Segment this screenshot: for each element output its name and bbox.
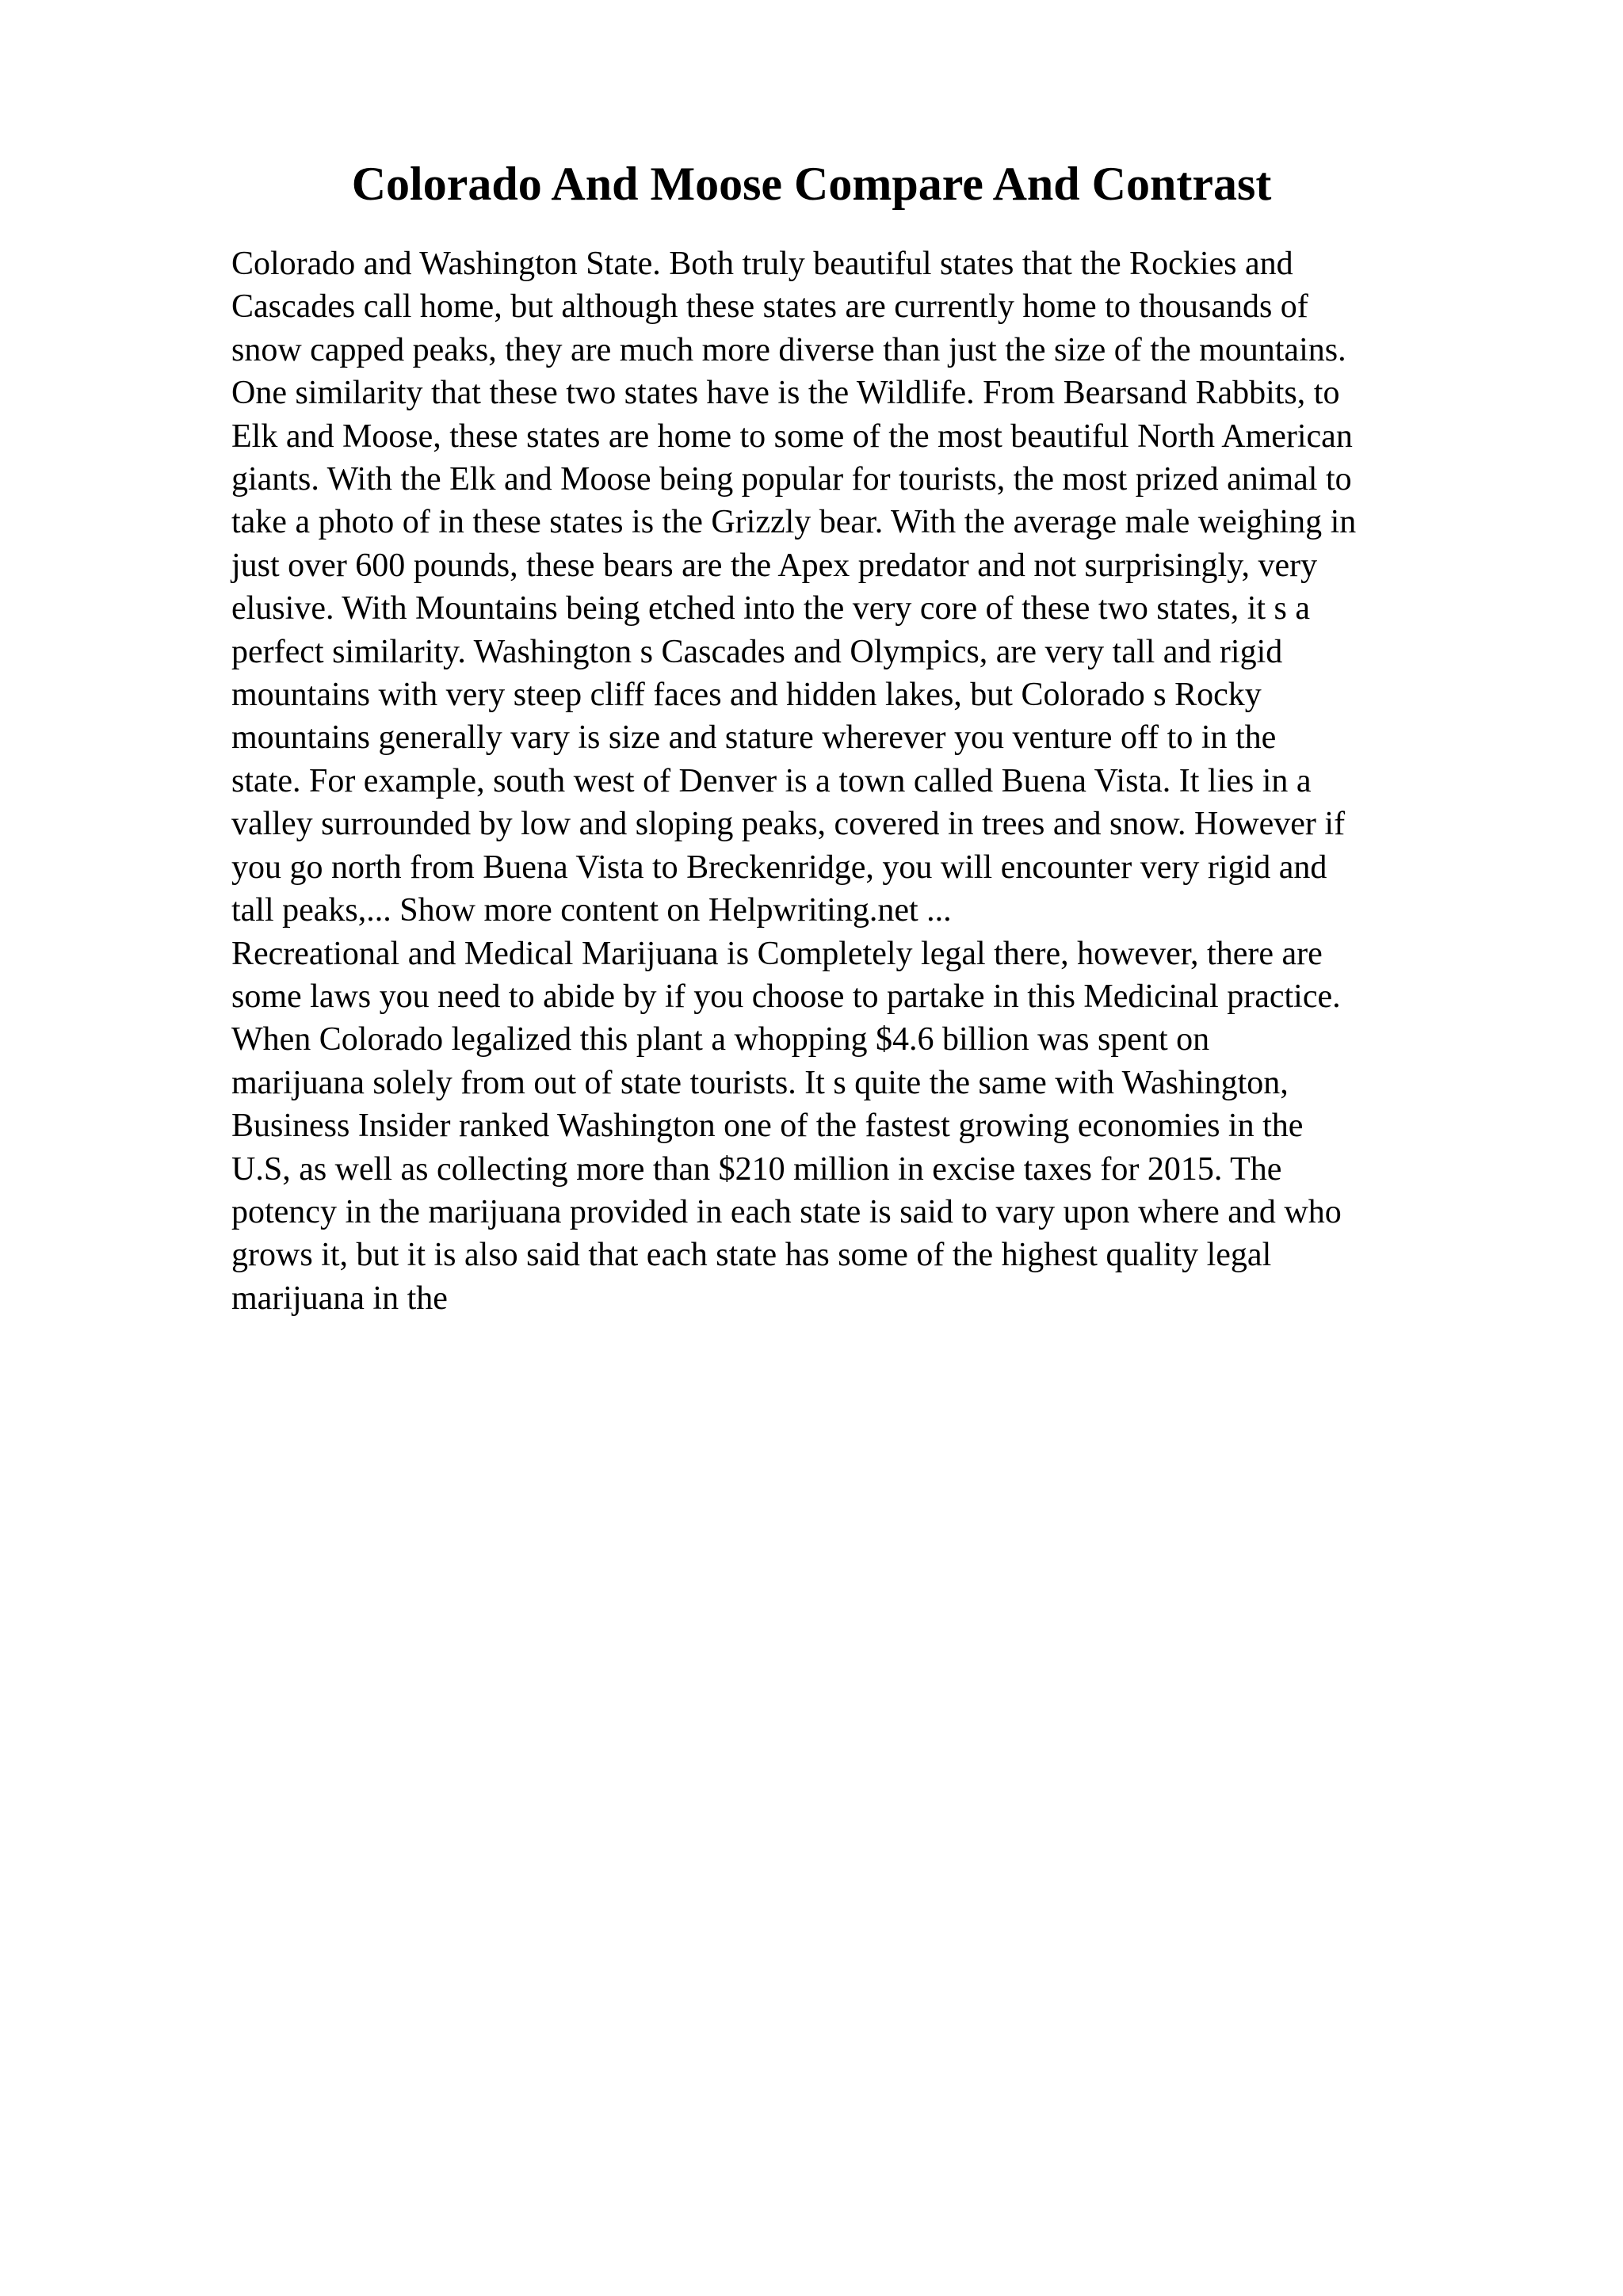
text-line: take a photo of in these states is the Grizzly bear. With the average male weighing in bbox=[231, 504, 1357, 541]
text-line: marijuana solely from out of state tourists. It s quite the same with Washington, bbox=[231, 1064, 1289, 1101]
text-line: Recreational and Medical Marijuana is Completely legal there, however, there are bbox=[231, 935, 1323, 972]
text-line: perfect similarity. Washington s Cascades and Olympics, are very tall and rigid bbox=[231, 633, 1283, 670]
text-line: valley surrounded by low and sloping peaks, covered in trees and snow. However if bbox=[231, 806, 1346, 843]
text-line: Cascades call home, but although these states are currently home to thousands of bbox=[231, 288, 1308, 326]
text-line: giants. With the Elk and Moose being popular for tourists, the most prized animal to bbox=[231, 461, 1352, 498]
text-line: some laws you need to abide by if you choose to partake in this Medicinal practice. bbox=[231, 978, 1341, 1015]
text-line: you go north from Buena Vista to Breckenridge, you will encounter very rigid and bbox=[231, 849, 1327, 886]
text-line: tall peaks,... Show more content on Helpwriting.net ... bbox=[231, 892, 952, 929]
text-line: U.S, as well as collecting more than $210 million in excise taxes for 2015. The bbox=[231, 1150, 1282, 1188]
paragraph-1 bbox=[231, 242, 1491, 933]
text-line: elusive. With Mountains being etched into the very core of these two states, it s a bbox=[231, 590, 1311, 627]
text-line: Colorado and Washington State. Both truly beautiful states that the Rockies and bbox=[231, 246, 1293, 282]
text-line: grows it, but it is also said that each state has some of the highest quality legal bbox=[231, 1237, 1272, 1274]
document-title: Colorado And Moose Compare And Contrast bbox=[351, 158, 1272, 210]
text-line: just over 600 pounds, these bears are the Apex predator and not surprisingly, very bbox=[231, 547, 1318, 584]
text-line: mountains generally vary is size and stature wherever you venture off to in the bbox=[231, 719, 1277, 757]
text-line: Elk and Moose, these states are home to some of the most beautiful North American bbox=[231, 418, 1353, 455]
text-line: state. For example, south west of Denver is a town called Buena Vista. It lies in a bbox=[231, 762, 1312, 799]
text-line: snow capped peaks, they are much more diverse than just the size of the mountains. bbox=[231, 331, 1346, 368]
paragraph-2 bbox=[231, 933, 1491, 1321]
text-line: mountains with very steep cliff faces and hidden lakes, but Colorado s Rocky bbox=[231, 677, 1262, 714]
text-line: marijuana in the bbox=[231, 1280, 448, 1317]
text-line: One similarity that these two states have is the Wildlife. From Bearsand Rabbits, to bbox=[231, 375, 1340, 412]
text-line: potency in the marijuana provided in each state is said to vary upon where and who bbox=[231, 1193, 1342, 1230]
text-line: Business Insider ranked Washington one of the fastest growing economies in the bbox=[231, 1108, 1304, 1145]
text-line: When Colorado legalized this plant a whopping $4.6 billion was spent on bbox=[231, 1021, 1210, 1058]
document-body bbox=[231, 242, 1491, 1320]
